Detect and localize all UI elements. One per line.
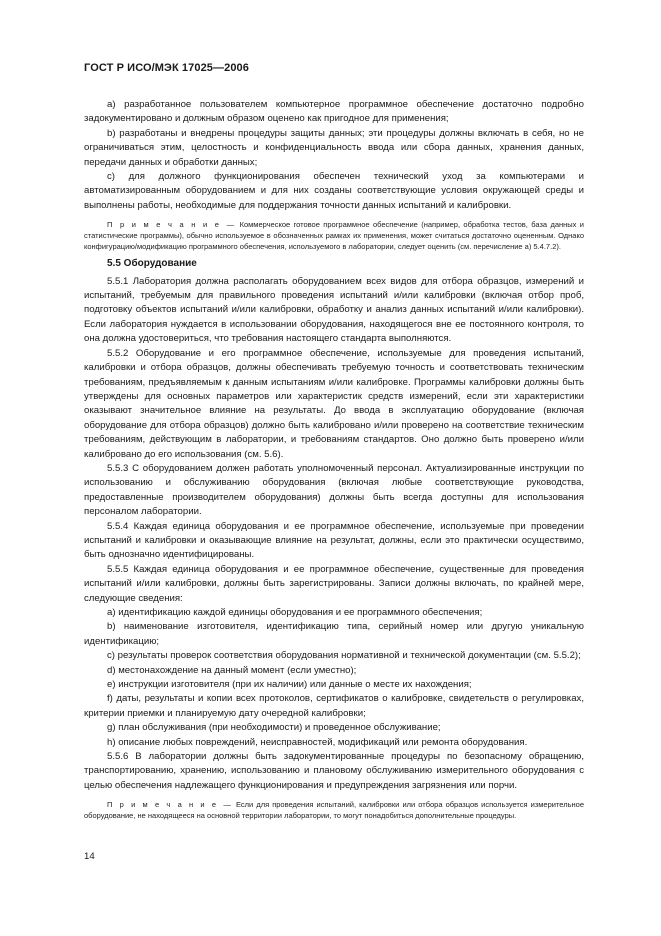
page-header: ГОСТ Р ИСО/МЭК 17025—2006	[84, 62, 249, 74]
section-title: 5.5 Оборудование	[107, 258, 197, 270]
paragraph: 5.5.4 Каждая единица оборудования и ее программное обеспечение, используемые при проведении испытаний и калибровки и оказывающие влияние на результат, должны, если это практически осуществимо, быть однозначно идентифицированы.	[84, 520, 584, 561]
paragraph: 5.5.5 Каждая единица оборудования и ее программное обеспечение, существенные для проведения испытаний и/или калибровки, должны быть зарегистрированы. Записи должны включать, по крайней мере, следующие сведения:	[84, 563, 584, 604]
note-text: Если для проведения испытаний, калибровки или отбора образцов используется измерительное оборудование, не находящееся на основной территории лаборатории, то могут понадобиться дополнительные процедуры.	[84, 800, 584, 821]
note-label: П р и м е ч а н и е —	[107, 800, 233, 810]
list-item: f) даты, результаты и копии всех протоколов, сертификатов о калибровке, свидетельств о регулировках, критерии приемки и планируемую дату очередной калибровки;	[84, 693, 584, 719]
list-item: g) план обслуживания (при необходимости) и проведенное обслуживание;	[107, 722, 441, 734]
paragraph: 5.5.1 Лаборатория должна располагать оборудованием всех видов для отбора образцов, измерений и испытаний, требуемым для правильного проведения испытаний и/или калибровки (включая отбор проб, подготовку объектов испытаний и/или калибровки, обработку и анализ данных испытаний и/или калибровки). Если лаборатория нуждается в использовании оборудования, находящегося вне ее постоянного контроля, то она должна удостовериться, что требования настоящего стандарта выполняются.	[84, 275, 584, 345]
list-item: a) идентификацию каждой единицы оборудования и ее программного обеспечения;	[107, 607, 483, 618]
list-item: b) наименование изготовителя, идентификацию типа, серийный номер или другую уникальную идентификацию;	[84, 621, 584, 647]
list-item: d) местонахождение на данный момент (если уместно);	[107, 664, 357, 676]
paragraph: 5.5.6 В лаборатории должны быть задокументированные процедуры по безопасному обращению, транспортированию, хранению, использованию и плановому обслуживанию измерительного оборудования с целью обеспечения надлежащего функционирования и предупреждения загрязнения или порчи.	[84, 751, 584, 791]
list-item: b) разработаны и внедрены процедуры защиты данных; эти процедуры должны включать в себя, но не ограничиваться этим, целостность и конфиденциальность ввода или сбора данных, хранения данных, передачи данных и обработки данных;	[84, 127, 584, 168]
list-item: a) разработанное пользователем компьютерное программное обеспечение достаточно подробно задокументировано и должным образом оценено как пригодное для применения;	[84, 99, 584, 125]
list-item: e) инструкции изготовителя (при их наличии) или данные о месте их нахождения;	[107, 679, 472, 691]
note-text: Коммерческое готовое программное обеспечение (например, обработка тестов, база данных и статистические программы), обычно используемое в обозначенных рамках их применения, может считаться достаточно оцененным. Однако конфигурацию/модификацию программного обеспечения, используемого в лаборатории, следует оценить (см. перечисление a) 5.4.7.2).	[84, 220, 584, 252]
note	[84, 219, 584, 252]
note	[84, 799, 584, 821]
list-item: c) для должного функционирования обеспечен технический уход за компьютерами и автоматизированным оборудованием и для них созданы соответствующие условия окружающей среды и выполнены работы, необходимые для поддержания точности данных испытаний и калибровки.	[84, 171, 584, 211]
paragraph: 5.5.2 Оборудование и его программное обеспечение, используемые для проведения испытаний, калибровки и отбора образцов, должны обеспечивать требуемую точность и соответствовать техническим требованиям, предъявляемым к данным испытаниям и/или калибровке. Программы калибровки должны быть утверждены для основных параметров или характеристик средств измерений, если эти характеристики оказывают значительное влияние на результаты. До ввода в эксплуатацию оборудование (включая оборудование для отбора образцов) должно быть калибровано и/или проверено на соответствие техническим требованиям, действующим в лаборатории, и требованиям стандартов. Оно должно быть проверено и/или калибровано до его использования (см. 5.6).	[84, 347, 584, 460]
paragraph: 5.5.3 С оборудованием должен работать уполномоченный персонал. Актуализированные инструкции по использованию и обслуживанию оборудования (включая любые соответствующие руководства, предоставленные производителем оборудования) должны быть всегда доступны для использования персоналом лаборатории.	[84, 462, 584, 518]
list-item: c) результаты проверок соответствия оборудования нормативной и технической документации (см. 5.5.2);	[107, 650, 581, 662]
list-item: h) описание любых повреждений, неисправностей, модификаций или ремонта оборудования.	[107, 736, 528, 748]
note-label: П р и м е ч а н и е —	[107, 220, 237, 230]
document-body	[84, 98, 584, 824]
page-number: 14	[84, 851, 95, 862]
